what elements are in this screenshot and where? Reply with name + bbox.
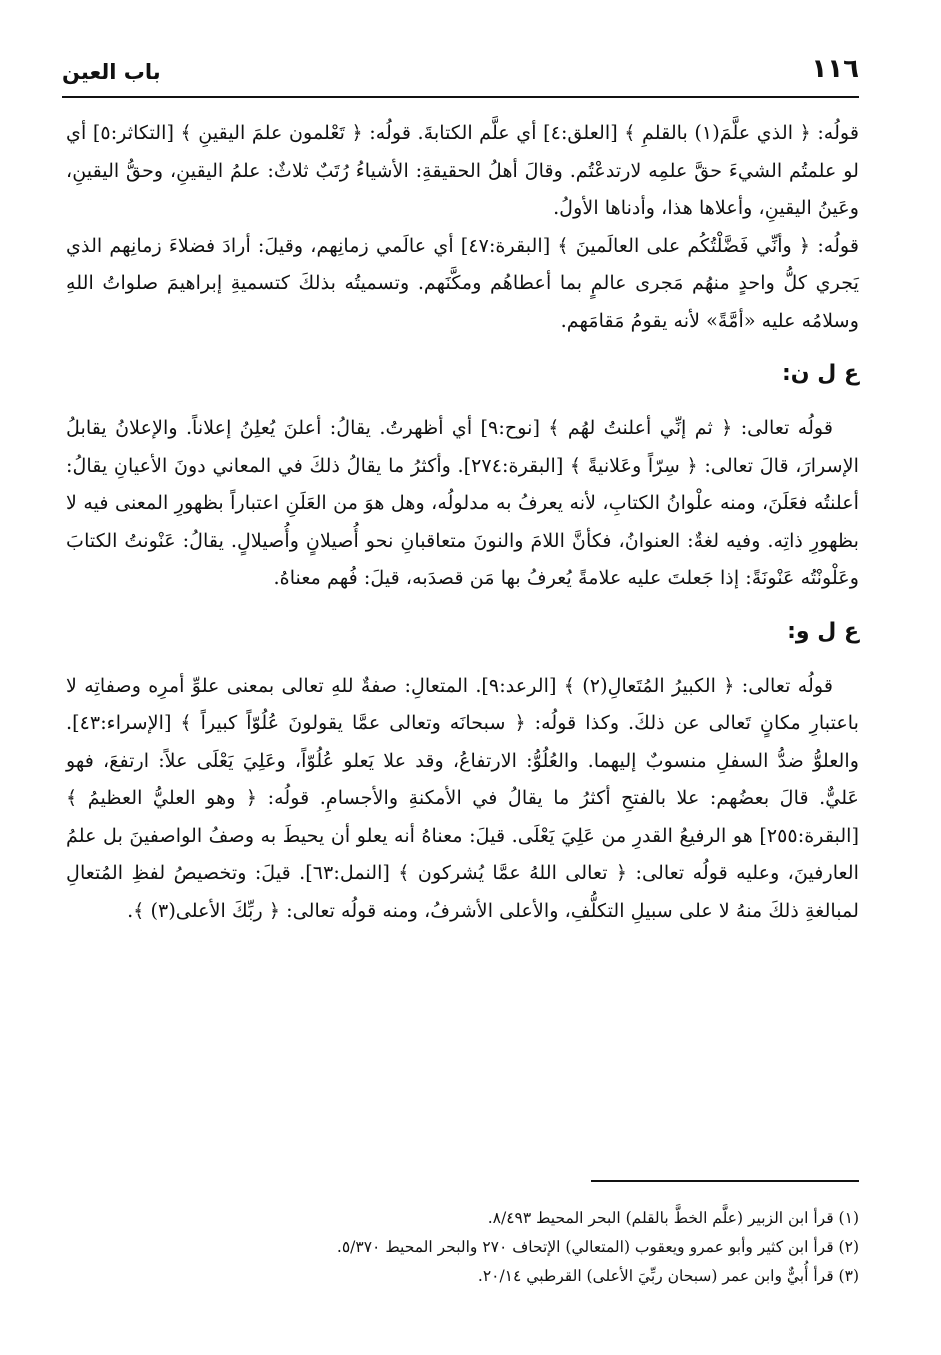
main-text [66, 114, 859, 929]
footnote-3: (٣) قرأ أُبيٌّ وابن عمر (سبحان ربِّيَ الأعلى) القرطبي ٢٠/١٤. [477, 1267, 859, 1285]
page-number: ١١٦ [811, 54, 859, 84]
paragraph-ilm-2: قولُه: ﴿ وأنِّي فَضَّلْتُكُم على العالَمينَ ﴾ [البقرة:٤٧] أي عالَمي زمانِهم، وقيلَ: أرادَ فضلاءَ زمانِهم الذي يَجري كلُّ واحدٍ منهُم مَجرى عالمٍ بما أعطاهُم ومكَّنَهم. وتسميتُه بذلكَ كتسميةِ إبراهيمَ صلواتُ اللهِ وسلامُه عليه «أمَّةً» لأنه يقومُ مَقامَهم. [66, 233, 859, 332]
footnote-divider [591, 1180, 859, 1182]
footnote-1: (١) قرأ ابن الزبير (علَّم الخطَّ بالقلم) البحر المحيط ٨/٤٩٣. [487, 1209, 859, 1227]
chapter-title: باب العين [62, 60, 161, 84]
footnotes [140, 1204, 859, 1291]
paragraph-alan: قولُه تعالى: ﴿ ثم إنِّي أعلنتُ لهُم ﴾ [نوح:٩] أي أظهرتُ. يقالُ: أعلنَ يُعلِنُ إعلاناً. والإعلانُ يقابلُ الإسرارَ، قالَ تعالى: ﴿ سِرّاً وعَلانيةً ﴾ [البقرة:٢٧٤]. وأكثرُ ما يقالُ ذلكَ في المعاني دونَ الأعيانِ يقالُ: أعلنتُه فعَلَنَ، ومنه علْوانُ الكتابِ، لأنه يعرفُ به مدلولُه، وهل هوَ من العَلَنِ اعتباراً بظهورِ المعنى فيه لا بظهورِ ذاتِه. وفيه لغةٌ: العنوانُ، فكأنَّ اللامَ والنونَ متعاقبانِ نحو أُصيلانٍ وأُصيلالٍ. يقالُ: عَنْونتُ الكتابَ وعَلْونْتُه عَنْونَةً: إذا جَعلتَ عليه علامةً يُعرفُ بها مَن قصدَبه، قيلَ: فُهم معناهُ. [66, 416, 859, 589]
paragraph-ilm-1: قولُه: ﴿ الذي علَّمَ(١) بالقلمِ ﴾ [العلق:٤] أي علَّم الكتابةَ. قولُه: ﴿ تَعْلمون علمَ اليقينِ ﴾ [التكاثر:٥] أي لو علمتُم الشيءَ حقَّ علمِه لارتدعْتُم. وقالَ أهلُ الحقيقةِ: الأشياءُ رُتَبٌ ثلاثٌ: علمُ اليقينِ، وحقُّ اليقينِ، وعَينُ اليقينِ، وأعلاها هذا، وأدناها الأولُ. [66, 121, 860, 219]
root-heading-ayn-lam-waw: ع ل و: [787, 618, 859, 644]
root-heading-ayn-lam-nun: ع ل ن: [781, 361, 859, 386]
footnote-2: (٢) قرأ ابن كثير وأبو عمرو ويعقوب (المتعالي) الإتحاف ٢٧٠ والبحر المحيط ٥/٣٧٠. [336, 1238, 859, 1256]
page-header [62, 52, 859, 98]
paragraph-ulu: قولُه تعالى: ﴿ الكبيرُ المُتَعالِ(٢) ﴾ [الرعد:٩]. المتعالِ: صفةٌ للهِ تعالى بمعنى علوِّ أمرِه وصفاتِه لا باعتبارِ مكانٍ تَعالى عن ذلكَ. وكذا قولُه: ﴿ سبحانَه وتعالى عمَّا يقولونَ عُلُوّاً كبيراً ﴾ [الإسراء:٤٣]. والعلوُّ ضدُّ السفلِ منسوبٌ إليهما. والعُلُوُّ: الارتفاعُ، وقد علا يَعلو عُلُوّاً، وعَلِيَ يَعْلَى علاً: ارتفعَ، فهو عَليٌّ. قالَ بعضُهم: علا بالفتحِ أكثرُ ما يقالُ في الأمكنةِ والأجسامِ. قولُه: ﴿ وهو العليُّ العظيمُ ﴾ [البقرة:٢٥٥] هو الرفيعُ القدرِ من عَلِيَ يَعْلَى. قيلَ: معناهُ أنه يعلو أن يحيطَ به وصفُ الواصفينَ بل علمُ العارفينَ، وعليه قولُه تعالى: ﴿ تعالى اللهُ عمَّا يُشركون ﴾ [النمل:٦٣]. قيلَ: وتخصيصُ لفظِ المُتعالِ لمبالغةِ ذلكَ منهُ لا على سبيلِ التكلُّفِ، والأعلى الأشرفُ، ومنه قولُه تعالى: ﴿ ربِّكَ الأعلى(٣) ﴾. [66, 673, 859, 922]
